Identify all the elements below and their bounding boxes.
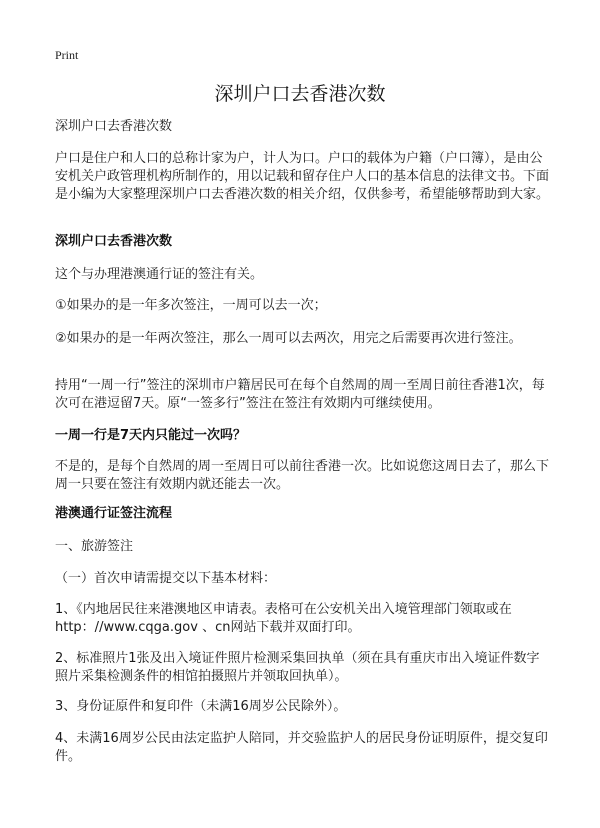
paragraph: ①如果办的是一年多次签注，一周可以去一次； <box>55 298 327 313</box>
paragraph: 1、《内地居民往来港澳地区申请表。表格可在公安机关出入境管理部门领取或在http：//www.cqga.gov 、cn网站下载并双面打印。 <box>55 602 512 635</box>
paragraph: 一、旅游签注 <box>55 539 134 554</box>
section-heading-endorsement-process: 港澳通行证签注流程 <box>55 506 173 521</box>
section-heading-visa-count: 深圳户口去香港次数 <box>55 234 173 249</box>
section-heading-weekly-trip: 一周一行是7天内只能过一次吗？ <box>55 428 247 443</box>
paragraph: 持用“一周一行”签注的深圳市户籍居民可在每个自然周的周一至周日前往香港1次，每次可在港逗留7天。原“一签多行”签注在签注有效期内可继续使用。 <box>55 378 545 411</box>
article-subtitle: 深圳户口去香港次数 <box>55 119 173 134</box>
paragraph: 4、未满16周岁公民由法定监护人陪同，并交验监护人的居民身份证明原件，提交复印件。 <box>55 731 548 764</box>
intro-paragraph: 户口是住户和人口的总称计家为户，计人为口。户口的载体为户籍（户口簿），是由公安机关户政管理机构所制作的，用以记载和留存住户人口的基本信息的法律文书。下面是小编为大家整理深圳户口去香港次数的相关介绍，仅供参考，希望能够帮助到大家。 <box>55 151 550 202</box>
paragraph: （一）首次申请需提交以下基本材料： <box>55 571 277 586</box>
paragraph: 3、身份证原件和复印件（未满16周岁公民除外）。 <box>55 699 347 714</box>
print-label: Print <box>55 48 79 62</box>
page-title: 深圳户口去香港次数 <box>214 83 386 105</box>
paragraph: 不是的，是每个自然周的周一至周日可以前往香港一次。比如说您这周日去了，那么下周一只要在签注有效期内就还能去一次。 <box>55 459 550 492</box>
paragraph: ②如果办的是一年两次签注，那么一周可以去两次，用完之后需要再次进行签注。 <box>55 331 522 346</box>
paragraph: 2、标准照片1张及出入境证件照片检测采集回执单（须在具有重庆市出入境证件数字照片采集检测条件的相馆拍摄照片并领取回执单）。 <box>55 651 540 684</box>
paragraph: 这个与办理港澳通行证的签注有关。 <box>55 267 264 282</box>
